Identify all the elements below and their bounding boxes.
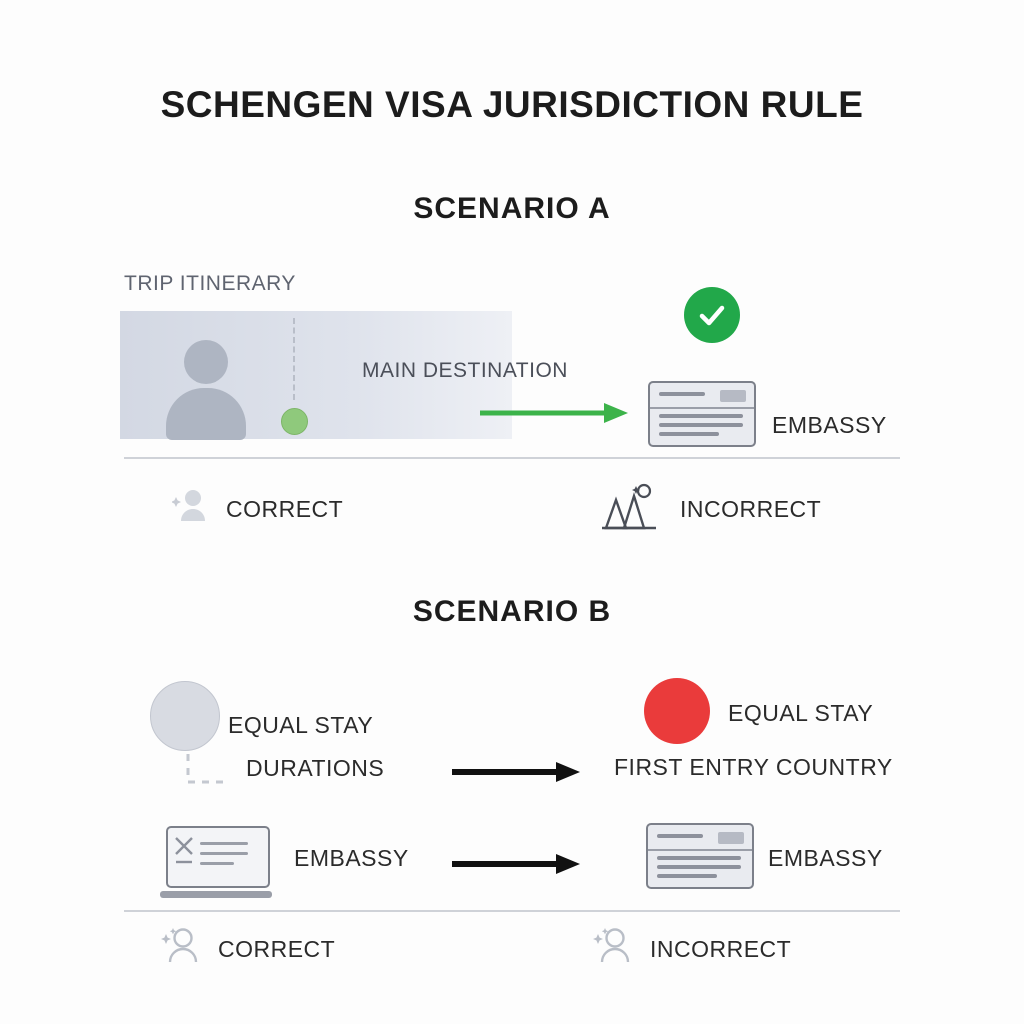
divider-b <box>124 910 900 912</box>
black-arrow-icon-bottom <box>452 852 582 876</box>
page-title: SCHENGEN VISA JURISDICTION RULE <box>160 84 864 125</box>
dashed-connector-b <box>184 752 226 798</box>
verdict-a-correct <box>172 487 343 531</box>
verdict-a-correct-label: CORRECT <box>226 495 344 522</box>
traveler-icon <box>166 340 248 438</box>
equal-stay-circle-icon <box>150 681 220 751</box>
equal-stay-label-right: EQUAL STAY <box>728 700 874 726</box>
scenario-b-heading: SCENARIO B <box>412 595 612 628</box>
embassy-document-icon-b <box>646 823 754 889</box>
trip-itinerary-label: TRIP ITINERARY <box>124 272 296 295</box>
first-entry-red-circle-icon <box>644 678 710 744</box>
verdict-b-incorrect <box>592 926 791 972</box>
verdict-b-correct <box>160 926 335 972</box>
embassy-label-a: EMBASSY <box>772 412 887 438</box>
person-correct-icon <box>160 926 204 972</box>
green-check-icon <box>684 287 740 343</box>
person-incorrect-icon <box>592 926 636 972</box>
verdict-a-incorrect <box>600 480 821 538</box>
green-arrow-icon <box>480 400 630 426</box>
person-correct-icon <box>172 487 212 531</box>
divider-a <box>124 457 900 459</box>
black-arrow-icon-top <box>452 760 582 784</box>
verdict-b-correct-label: CORRECT <box>218 935 336 962</box>
embassy-document-icon-a <box>648 381 756 447</box>
verdict-b-incorrect-label: INCORRECT <box>650 935 792 962</box>
factory-incorrect-icon <box>600 480 666 538</box>
main-destination-label: MAIN DESTINATION <box>362 359 568 382</box>
dashed-connector-a <box>293 318 295 400</box>
scenario-a-heading: SCENARIO A <box>413 192 611 225</box>
laptop-embassy-icon <box>160 826 272 898</box>
first-entry-country-label: FIRST ENTRY COUNTRY <box>614 754 893 780</box>
verdict-a-incorrect-label: INCORRECT <box>680 495 822 522</box>
durations-label-left: DURATIONS <box>246 755 385 781</box>
embassy-label-b-left: EMBASSY <box>294 845 409 871</box>
equal-stay-label-left: EQUAL STAY <box>228 712 374 738</box>
destination-dot-icon <box>281 408 308 435</box>
embassy-label-b-right: EMBASSY <box>768 845 883 871</box>
